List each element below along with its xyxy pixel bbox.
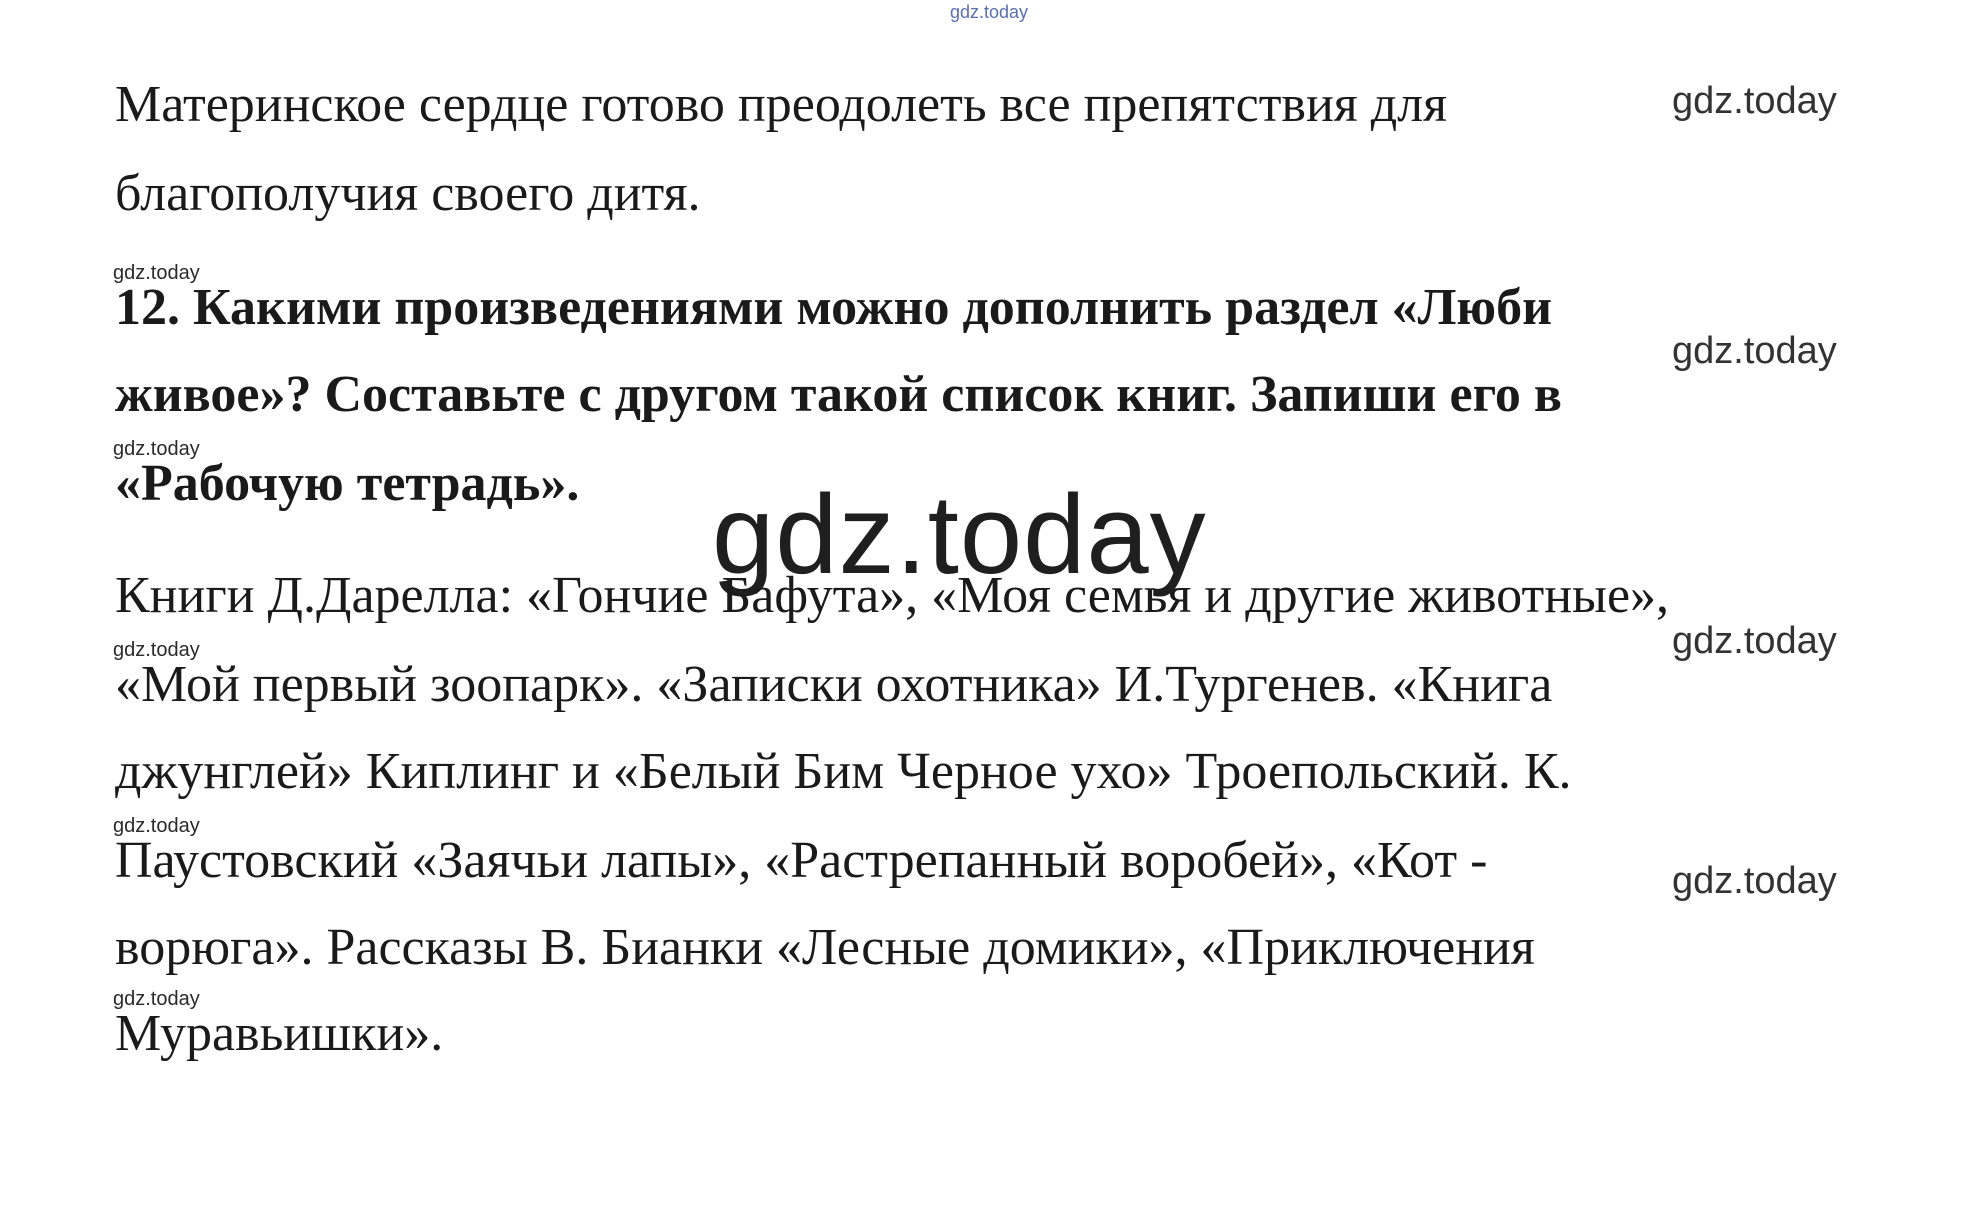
answer-line-2: «Мой первый зоопарк». «Записки охотника» И.Тургенев. «Книга bbox=[115, 656, 1553, 713]
watermark-right-3: gdz.today bbox=[1672, 620, 1837, 662]
answer-line-3: джунглей» Киплинг и «Белый Бим Черное ухо» Троепольский. К. bbox=[115, 743, 1572, 800]
question-line-3: «Рабочую тетрадь». bbox=[115, 455, 580, 512]
watermark-small-4: gdz.today bbox=[113, 815, 200, 837]
answer-line-4: Паустовский «Заячьи лапы», «Растрепанный воробей», «Кот - bbox=[115, 832, 1488, 889]
watermark-small-5: gdz.today bbox=[113, 988, 200, 1010]
answer-line-5: ворюга». Рассказы В. Бианки «Лесные домики», «Приключения bbox=[115, 919, 1535, 976]
intro-line-1: Материнское сердце готово преодолеть все препятствия для bbox=[115, 76, 1448, 133]
watermark-small-1: gdz.today bbox=[113, 262, 200, 284]
watermark-right-2: gdz.today bbox=[1672, 330, 1837, 372]
watermark-large: gdz.today bbox=[712, 472, 1207, 597]
watermark-small-2: gdz.today bbox=[113, 438, 200, 460]
watermark-small-3: gdz.today bbox=[113, 639, 200, 661]
question-line-1: 12. Какими произведениями можно дополнить раздел «Люби bbox=[115, 279, 1553, 336]
answer-line-1: Книги Д.Дарелла: «Гончие Бафута», «Моя семья и другие животные», bbox=[115, 567, 1670, 624]
watermark-right-4: gdz.today bbox=[1672, 860, 1837, 902]
watermark-right-1: gdz.today bbox=[1672, 80, 1837, 122]
watermark-top: gdz.today bbox=[950, 2, 1029, 22]
answer-line-6: Муравьишки». bbox=[115, 1005, 444, 1062]
question-line-2: живое»? Составьте с другом такой список книг. Запиши его в bbox=[115, 366, 1562, 423]
intro-line-2: благополучия своего дитя. bbox=[115, 165, 701, 222]
